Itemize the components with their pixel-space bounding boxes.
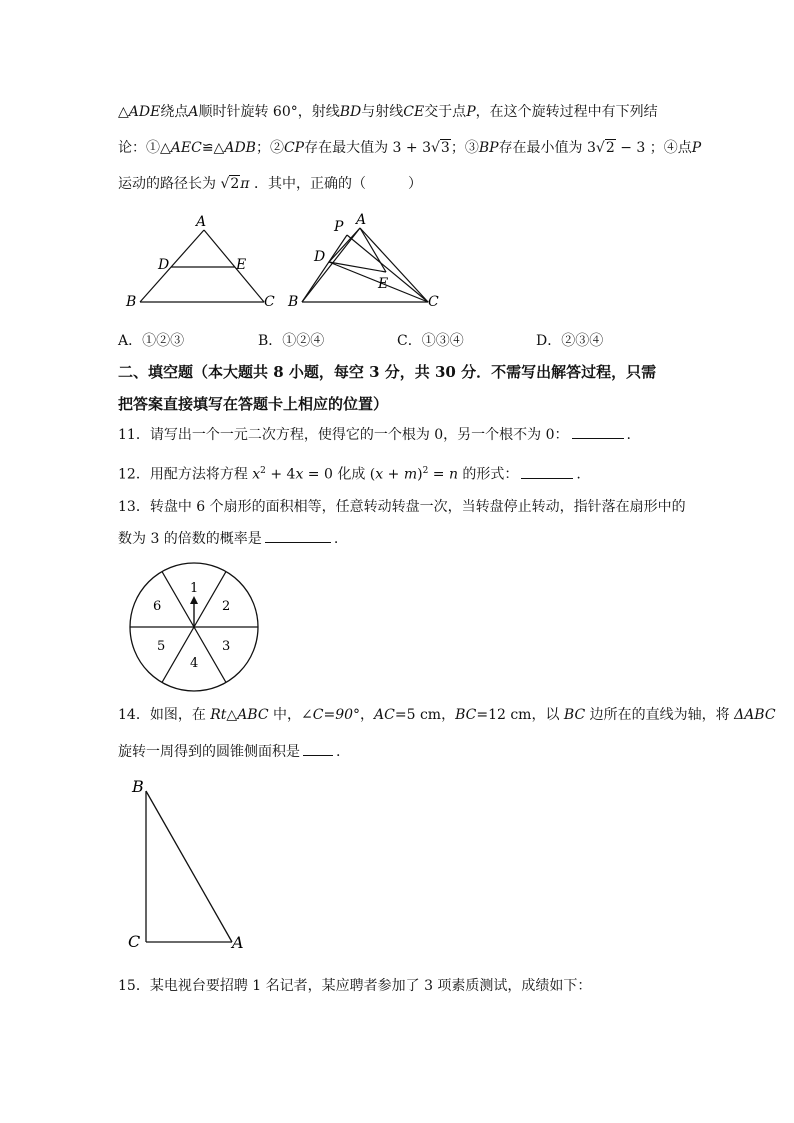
label-b: B (126, 294, 137, 310)
label-a: A (232, 933, 244, 952)
option-d: D．②③④ (536, 333, 604, 349)
sector-label-2: 2 (222, 599, 231, 614)
sector-label-1: 1 (190, 581, 199, 596)
option-b: B．①②④ (258, 333, 325, 349)
q11: 11．请写出一个一元二次方程，使得它的一个根为 0，另一个根不为 0： . (118, 424, 631, 445)
label-d: D (158, 257, 170, 273)
option-a: A．①②③ (118, 333, 185, 349)
label-c: C (128, 932, 141, 951)
label-p: P (334, 219, 344, 235)
sqrt-sign: √ (595, 140, 605, 156)
sector-label-4: 4 (190, 656, 199, 671)
segment-ba (146, 791, 232, 942)
q14-line-1: 14．如图，在 Rt△ABC 中，∠C=90°，AC=5 cm，BC=12 cm，以 BC 边所在的直线为轴，将 ΔABC (118, 707, 776, 723)
sqrt-sign: √ (431, 140, 440, 156)
label-c: C (264, 294, 275, 310)
label-e: E (236, 257, 247, 273)
label-c: C (428, 294, 439, 310)
sector-label-6: 6 (153, 599, 162, 614)
q10-line-2: 论：①△AEC≌△ADB；②CP存在最大值为 3 + 3√3；③BP存在最小值为 3√2 − 3 ；④点P (118, 140, 702, 156)
label-d: D (314, 249, 326, 265)
sector-label-5: 5 (157, 639, 166, 654)
label-a: A (356, 212, 367, 228)
section-heading-line-1: 二、填空题（本大题共 8 小题，每空 3 分，共 30 分．不需写出解答过程，只需 (118, 363, 657, 381)
label-b: B (288, 294, 299, 310)
q15: 15．某电视台要招聘 1 名记者，某应聘者参加了 3 项素质测试，成绩如下： (118, 978, 592, 994)
label-a: A (196, 214, 207, 230)
label-b: B (132, 777, 144, 796)
q12: 12．用配方法将方程 $x^2 + 4x = 0$ 化成 $(x + m)^2 = n$ 的形式： . (118, 461, 581, 485)
q13-line-1: 13．转盘中 6 个扇形的面积相等，任意转动转盘一次，当转盘停止转动，指针落在扇形中的 (118, 499, 686, 515)
label-e: E (378, 276, 389, 292)
q13-line-2: 数为 3 的倍数的概率是 . (118, 528, 338, 549)
section-heading-line-2: 把答案直接填写在答题卡上相应的位置） (118, 395, 389, 413)
q14-line-2: 旋转一周得到的圆锥侧面积是 . (118, 741, 340, 762)
option-c: C．①③④ (397, 333, 464, 349)
sqrt-sign: √ (220, 176, 230, 192)
q10-line-1: △ADE绕点A顺时针旋转 60°，射线BD与射线CE交于点P，在这个旋转过程中有下列结 (118, 104, 658, 120)
q10-line-3: 运动的路径长为 √2π ．其中，正确的（ ） (118, 176, 422, 192)
sector-label-3: 3 (222, 639, 231, 654)
